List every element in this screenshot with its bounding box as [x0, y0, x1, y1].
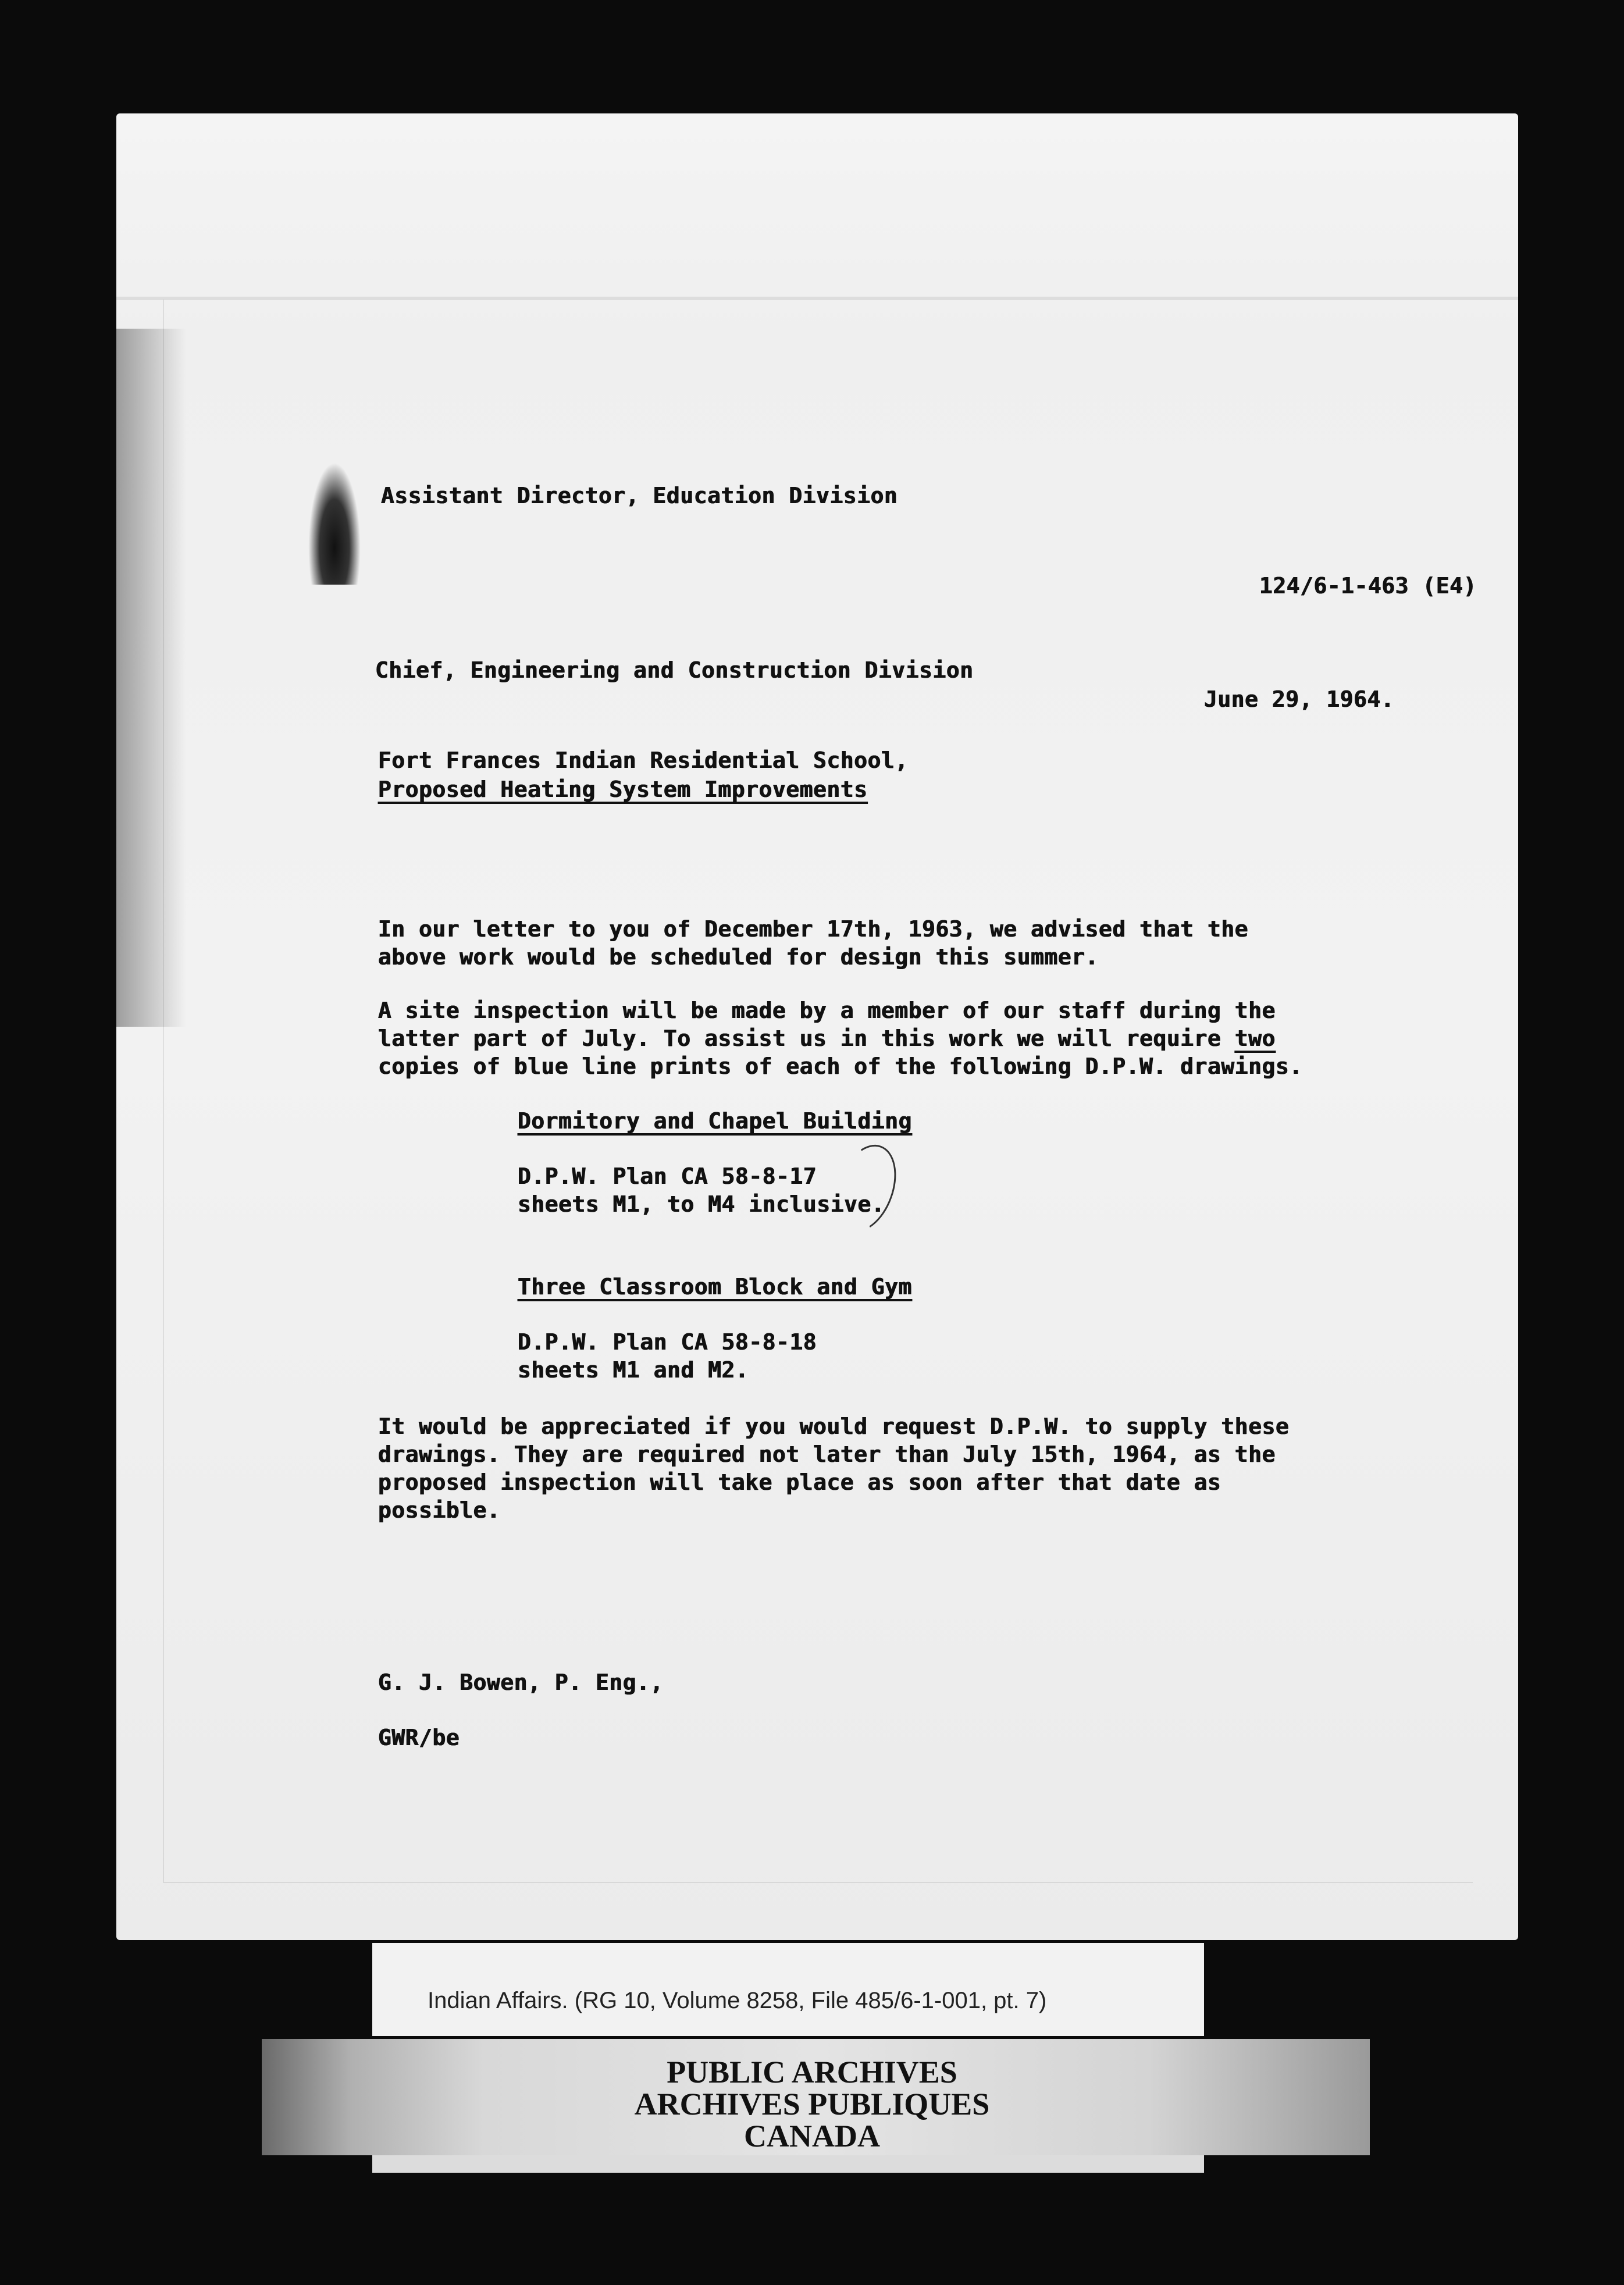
- initials: GWR/be: [378, 1725, 460, 1750]
- paragraph-1-line-2: above work would be scheduled for design this summer.: [378, 944, 1099, 970]
- subject-line-2: Proposed Heating System Improvements: [378, 777, 868, 802]
- paragraph-1-line-1: In our letter to you of December 17th, 1963, we advised that the: [378, 916, 1249, 942]
- paragraph-2-line-1: A site inspection will be made by a member of our staff during the: [378, 998, 1276, 1023]
- page-border: [163, 300, 1473, 1883]
- memo-from: Chief, Engineering and Construction Division: [375, 657, 974, 683]
- memo-to: Assistant Director, Education Division: [381, 483, 898, 508]
- building-1-title: Dormitory and Chapel Building: [518, 1108, 912, 1134]
- building-2-title: Three Classroom Block and Gym: [518, 1274, 912, 1300]
- paragraph-3-line-3: proposed inspection will take place as soon after that date as: [378, 1469, 1221, 1495]
- paragraph-2-line-3: copies of blue line prints of each of the following D.P.W. drawings.: [378, 1053, 1303, 1079]
- file-reference: 124/6-1-463 (E4): [1259, 573, 1477, 599]
- subject-line-1: Fort Frances Indian Residential School,: [378, 748, 909, 773]
- stamp-line-3: CANADA: [744, 2119, 880, 2154]
- stamp-line-1: PUBLIC ARCHIVES: [667, 2055, 957, 2090]
- building-2-sheets: sheets M1 and M2.: [518, 1357, 749, 1383]
- stamp-bottom-strip: [372, 2155, 1204, 2173]
- stamp-line-2: ARCHIVES PUBLIQUES: [634, 2087, 990, 2122]
- building-1-plan: D.P.W. Plan CA 58-8-17: [518, 1163, 817, 1189]
- building-2-plan: D.P.W. Plan CA 58-8-18: [518, 1329, 817, 1355]
- signature: G. J. Bowen, P. Eng.,: [378, 1670, 664, 1695]
- paragraph-2-line-2-text: latter part of July. To assist us in this work we will require: [378, 1026, 1235, 1051]
- archive-citation: Indian Affairs. (RG 10, Volume 8258, File 485/6-1-001, pt. 7): [428, 1988, 1047, 2013]
- paragraph-3-line-4: possible.: [378, 1497, 501, 1523]
- paragraph-3-line-2: drawings. They are required not later than July 15th, 1964, as the: [378, 1442, 1276, 1467]
- paragraph-3-line-1: It would be appreciated if you would request D.P.W. to supply these: [378, 1414, 1290, 1439]
- building-1-sheets: sheets M1, to M4 inclusive.: [518, 1191, 885, 1217]
- paragraph-2-line-2: [378, 1026, 1276, 1051]
- emphasis-two: two: [1234, 1026, 1276, 1051]
- memo-date: June 29, 1964.: [1204, 686, 1395, 712]
